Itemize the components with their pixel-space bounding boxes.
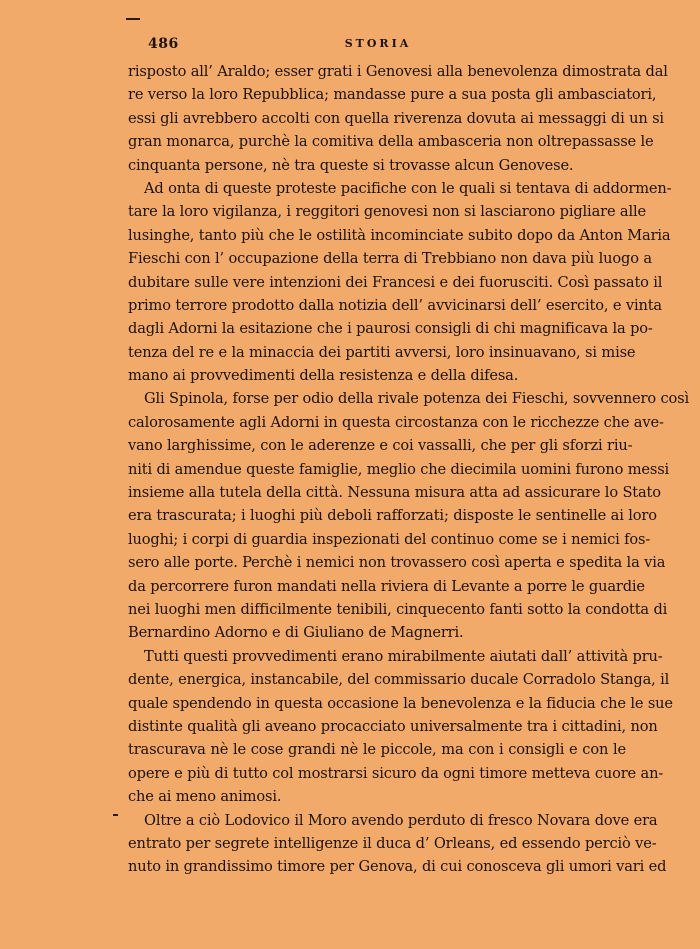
text-line: Ad onta di queste proteste pacifiche con le quali si tentava di addormen-: [144, 179, 672, 197]
text-line: Oltre a ciò Lodovico il Moro avendo perduto di fresco Novara dove era: [144, 811, 658, 829]
text-line: luoghi; i corpi di guardia inspezionati del continuo come se i nemici fos-: [128, 530, 651, 548]
text-line: dubitare sulle vere intenzioni dei Francesi e dei fuorusciti. Così passato il: [128, 273, 663, 291]
text-line: nuto in grandissimo timore per Genova, di cui conosceva gli umori vari ed: [128, 858, 667, 876]
text-line: che ai meno animosi.: [128, 788, 282, 806]
text-line: cinquanta persone, nè tra queste si trovasse alcun Genovese.: [128, 156, 574, 174]
text-line: Fieschi con l’ occupazione della terra di Trebbiano non dava più luogo a: [128, 250, 652, 268]
paragraph: [128, 177, 672, 388]
text-line: calorosamente agli Adorni in questa circostanza con le ricchezze che ave-: [128, 413, 664, 431]
text-line: primo terrore prodotto dalla notizia dell’ avvicinarsi dell’ esercito, e vinta: [128, 296, 662, 314]
page-header: [130, 36, 626, 56]
top-mark: [126, 18, 140, 20]
text-line: tare la loro vigilanza, i reggitori genovesi non si lasciarono pigliare alle: [128, 203, 646, 221]
paragraph: [128, 387, 689, 644]
text-line: trascurava nè le cose grandi nè le piccole, ma con i consigli e con le: [128, 741, 626, 759]
body-text: [128, 60, 689, 879]
text-line: niti di amendue queste famiglie, meglio che diecimila uomini furono messi: [128, 460, 670, 478]
text-line: insieme alla tutela della città. Nessuna misura atta ad assicurare lo Stato: [128, 484, 661, 502]
text-line: nei luoghi men difficilmente tenibili, cinquecento fanti sotto la condotta di: [128, 600, 668, 618]
text-line: da percorrere furon mandati nella riviera di Levante a porre le guardie: [128, 577, 645, 595]
text-line: re verso la loro Repubblica; mandasse pure a sua posta gli ambasciatori,: [128, 86, 657, 104]
text-line: Gli Spinola, forse per odio della rivale potenza dei Fieschi, sovvennero così: [144, 390, 689, 408]
text-line: entrato per segrete intelligenze il duca d’ Orleans, ed essendo perciò ve-: [128, 834, 657, 852]
text-line: Bernardino Adorno e di Giuliano de Magnerri.: [128, 624, 464, 642]
text-line: lusinghe, tanto più che le ostilità incominciate subito dopo da Anton Maria: [128, 226, 671, 244]
text-line: gran monarca, purchè la comitiva della ambasceria non oltrepassasse le: [128, 133, 654, 151]
page-number: 486: [148, 36, 179, 52]
running-title: STORIA: [344, 37, 412, 50]
paragraph: [128, 809, 667, 879]
text-line: dente, energica, instancabile, del commissario ducale Corradolo Stanga, il: [128, 671, 670, 689]
paragraph: [128, 645, 673, 809]
text-line: era trascurata; i luoghi più deboli rafforzati; disposte le sentinelle ai loro: [128, 507, 657, 525]
text-line: mano ai provvedimenti della resistenza e della difesa.: [128, 367, 519, 385]
text-line: essi gli avrebbero accolti con quella riverenza dovuta ai messaggi di un si: [128, 109, 664, 127]
text-line: Tutti questi provvedimenti erano mirabilmente aiutati dall’ attività pru-: [144, 647, 663, 665]
text-line: tenza del re e la minaccia dei partiti avversi, loro insinuavano, si mise: [128, 343, 636, 361]
text-line: dagli Adorni la esitazione che i paurosi consigli di chi magnificava la po-: [128, 320, 653, 338]
text-line: opere e più di tutto col mostrarsi sicuro da ogni timore metteva cuore an-: [128, 764, 664, 782]
text-line: sero alle porte. Perchè i nemici non trovassero così aperta e spedita la via: [128, 554, 666, 572]
text-line: distinte qualità gli aveano procacciato universalmente tra i cittadini, non: [128, 717, 658, 735]
text-line: quale spendendo in questa occasione la benevolenza e la fiducia che le sue: [128, 694, 673, 712]
text-line: vano larghissime, con le aderenze e coi vassalli, che per gli sforzi riu-: [128, 437, 633, 455]
text-line: risposto all’ Araldo; esser grati i Genovesi alla benevolenza dimostrata dal: [128, 63, 668, 80]
paragraph: [128, 60, 668, 177]
margin-mark: [113, 814, 118, 816]
